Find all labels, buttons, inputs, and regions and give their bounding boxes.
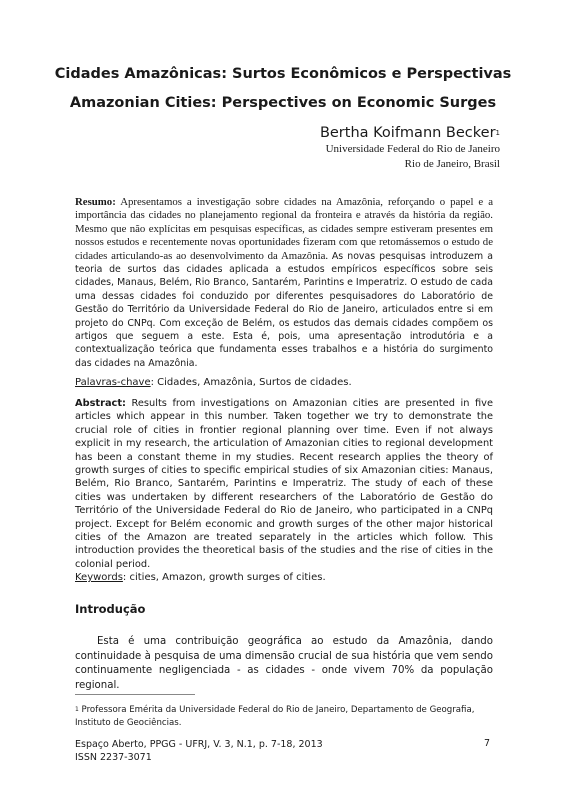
title-english: Amazonian Cities: Perspectives on Economic Surges [69,95,497,111]
resumo-label: Resumo: [75,196,116,208]
journal-issn: ISSN 2237-3071 [75,752,152,763]
author-block [320,124,500,172]
resumo-text: Apresentamos a investigação sobre cidades na Amazônia, reforçando o papel e a importância das cidades no planejamento regional da fronteira e através da história da região. Mesmo que não explícitas em pesquisas específicas, as cidades sempre estiveram presentes em nossos estudos e recentemente novas oportunidades fizeram com que retomássemos o estudo de cidades articulando-as ao desenvolvimento da Amazônia. [75,196,493,262]
journal-citation: Espaço Aberto, PPGG - UFRJ, V. 3, N.1, p. 7-18, 2013 [75,739,323,750]
footnote-mark: 1 [75,706,79,713]
author-footnote-mark: 1 [495,129,500,137]
resumo-text-continued: As novas pesquisas introduzem a teoria de surtos das cidades aplicada a estudos empíricos específicos sobre seis cidades, Manaus, Belém, Rio Branco, Santarém, Parintins e Imperatriz. O estudo de cada uma dessas cidades foi conduzido por diferentes pesquisadores do Laboratório de Gestão do Território da Universidade Federal do Rio de Janeiro, articulados entre si em projeto do CNPq. Com exceção de Belém, os estudos das demais cidades compõem os artigos que seguem a este. Esta é, pois, uma apresentação introdutória e a contextualização teórica que fundamenta esses trabalhos e a história do surgimento das cidades na Amazônia. [75,250,493,369]
palavras-chave-line [75,377,493,388]
keywords-line [75,572,493,583]
palavras-chave-label: Palavras-chave [75,377,151,388]
author-affiliation-location: Rio de Janeiro, Brasil [404,158,500,170]
footnote-text: Professora Emérita da Universidade Federal do Rio de Janeiro, Departamento de Geografia, Instituto de Geociências. [75,705,475,728]
footnote-divider [75,694,195,695]
intro-paragraph: Esta é uma contribuição geográfica ao estudo da Amazônia, dando continuidade à pesquisa de uma dimensão crucial de sua história que vem sendo continuamente negligenciada - as cidades - onde vivem 70% da população regional. [75,636,493,691]
keywords-label: Keywords [75,572,123,583]
section-heading: Introdução [75,602,146,616]
abstract-label: Abstract: [75,398,126,409]
abstract-text: Results from investigations on Amazonian cities are presented in five articles which appear in this number. Taken together we try to demonstrate the crucial role of cities in frontier regional planning over time. Even if not always explicit in my research, the articulation of Amazonian cities to regional development has been a constant theme in my studies. Recent research applies the theory of growth surges of cities to specific empirical studies of six Amazonian cities: Manaus, Belém, Rio Branco, Santarém, Parintins e Imperatriz. The study of each of these cities was undertaken by different researchers of the Laboratório de Gestão do Território of the Universidade Federal do Rio de Janeiro, who participated in a CNPq project. Except for Belém economic and growth surges of the other major historical cities of the Amazon are treated separately in the articles which follow. This introduction provides the theoretical basis of the studies and the rise of cities in the colonial period. [75,398,493,570]
author-affiliation-university: Universidade Federal do Rio de Janeiro [325,143,500,155]
footnote [75,704,495,729]
journal-footer [75,738,323,764]
page-number: 7 [484,738,491,749]
resumo-paragraph [75,196,493,370]
title-portuguese: Cidades Amazônicas: Surtos Econômicos e Perspectivas [54,66,512,82]
palavras-chave-text: : Cidades, Amazônia, Surtos de cidades. [150,377,352,388]
author-name: Bertha Koifmann Becker$^1$ [319,125,500,141]
abstract-paragraph [75,397,493,571]
keywords-text: : cities, Amazon, growth surges of cities. [122,572,326,583]
